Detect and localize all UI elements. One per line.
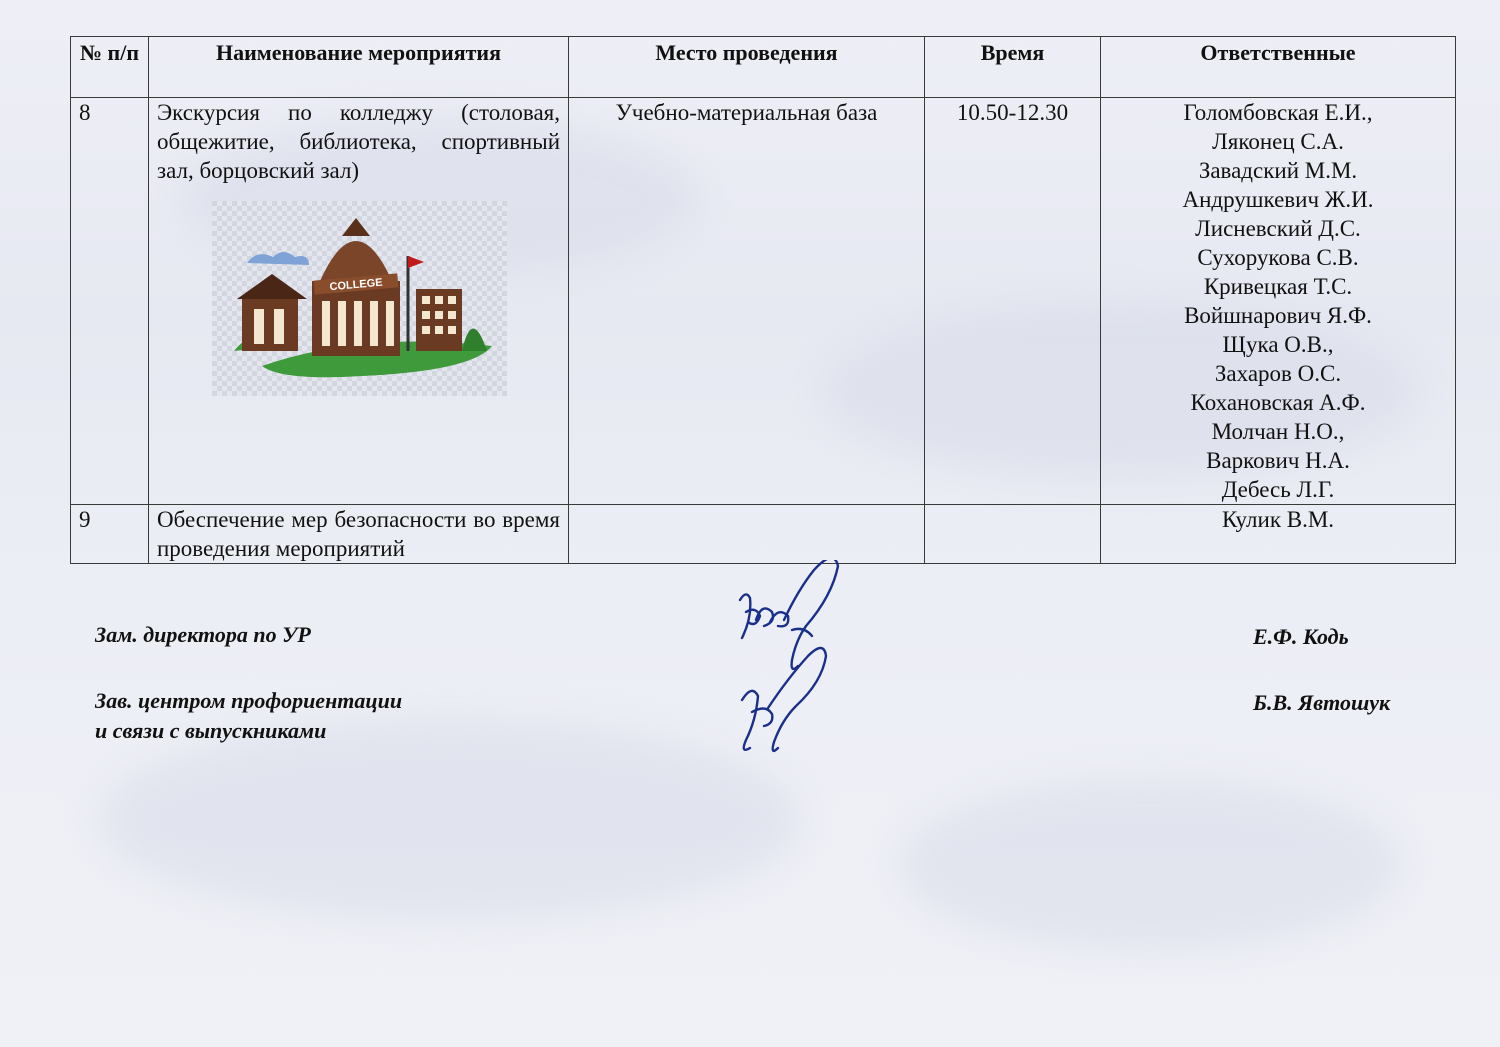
responsible-person: Щука О.В., (1222, 332, 1334, 357)
responsible-person: Кривецкая Т.С. (1203, 274, 1353, 299)
table-row (71, 98, 1456, 505)
responsible-list (1109, 505, 1447, 534)
row-name (149, 98, 569, 505)
responsible-person: Варкович Н.А. (1206, 448, 1350, 473)
header-time: Время (925, 37, 1101, 98)
college-sign-text: COLLEGE (329, 276, 384, 294)
career-center-head-title (95, 686, 402, 746)
handwritten-signatures (722, 560, 852, 770)
row-name: Обеспечение мер безопасности во время проведения мероприятий (149, 505, 569, 564)
responsible-person: Завадский М.М. (1198, 158, 1358, 183)
responsible-person: Войшнарович Я.Ф. (1184, 303, 1372, 328)
deputy-director-name: Е.Ф. Кодь (1253, 624, 1349, 649)
responsible-person: Лисневский Д.С. (1195, 216, 1361, 241)
row-num: 9 (71, 505, 149, 564)
responsible-person: Андрушкевич Ж.И. (1182, 187, 1374, 212)
row-name-text: Экскурсия по колледжу (столовая, общежитие, библиотека, спортивный зал, борцовский зал) (157, 100, 560, 183)
career-center-head-name: Б.В. Явтошук (1253, 690, 1391, 715)
responsible-person: Голомбовская Е.И., (1183, 100, 1373, 125)
responsible-person: Кохановская А.Ф. (1190, 390, 1366, 415)
row-responsible (1101, 505, 1456, 564)
header-num: № п/п (71, 37, 149, 98)
career-center-head-title-line2: и связи с выпускниками (95, 718, 327, 743)
events-table (70, 36, 1456, 564)
responsible-list (1109, 98, 1447, 504)
responsible-person: Сухорукова С.В. (1197, 245, 1359, 270)
college-building-clipart (212, 201, 507, 396)
row-num: 8 (71, 98, 149, 505)
responsible-person: Захаров О.С. (1214, 361, 1342, 386)
table-row (71, 505, 1456, 564)
row-responsible (1101, 98, 1456, 505)
row-place (569, 505, 925, 564)
responsible-person: Кулик В.М. (1221, 507, 1335, 532)
deputy-director-title: Зам. директора по УР (95, 622, 311, 647)
career-center-head-title-line1: Зав. центром профориентации (95, 688, 403, 713)
table-header-row (71, 37, 1456, 98)
header-name: Наименование мероприятия (149, 37, 569, 98)
header-responsible: Ответственные (1101, 37, 1456, 98)
row-place: Учебно-материальная база (569, 98, 925, 505)
responsible-person: Дебесь Л.Г. (1221, 477, 1335, 502)
row-time (925, 505, 1101, 564)
row-time: 10.50-12.30 (925, 98, 1101, 505)
responsible-person: Ляконец С.А. (1212, 129, 1344, 154)
responsible-person: Молчан Н.О., (1211, 419, 1345, 444)
header-place: Место проведения (569, 37, 925, 98)
